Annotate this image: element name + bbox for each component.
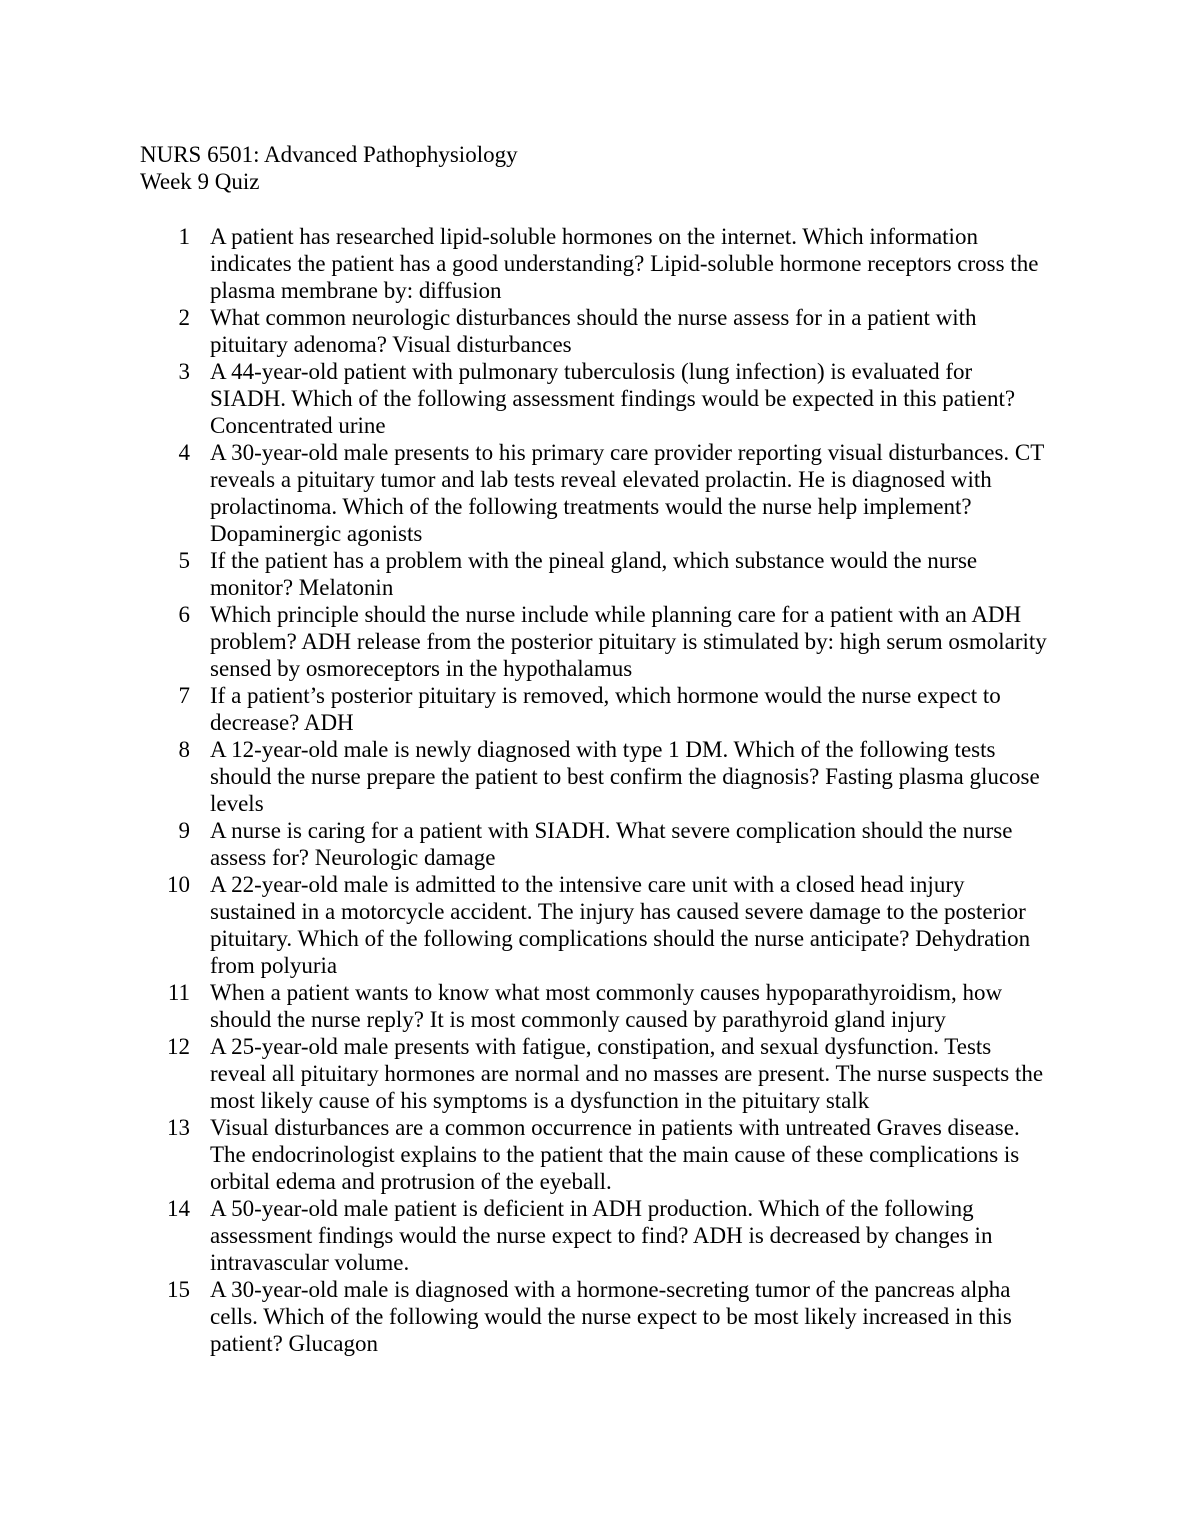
question-item — [140, 1276, 1050, 1357]
question-number: 1 — [178, 224, 190, 249]
question-text: Which principle should the nurse include while planning care for a patient with an ADH problem? ADH release from the posterior pituitary is stimulated by: high serum osmolarity sensed by osmoreceptors in the hypothalamus — [210, 602, 1047, 681]
question-number: 10 — [167, 872, 190, 897]
question-number: 12 — [167, 1034, 190, 1059]
document-page — [140, 141, 1050, 1357]
question-item — [140, 979, 1050, 1033]
question-item — [140, 547, 1050, 601]
question-item — [140, 1033, 1050, 1114]
question-number: 7 — [178, 683, 190, 708]
question-item — [140, 358, 1050, 439]
course-title: NURS 6501: Advanced Pathophysiology — [140, 142, 518, 167]
question-text: A patient has researched lipid-soluble hormones on the internet. Which information indicates the patient has a good understanding? Lipid-soluble hormone receptors cross the plasma membrane by: diffusion — [210, 224, 1039, 303]
question-number: 9 — [178, 818, 190, 843]
question-item — [140, 736, 1050, 817]
question-item — [140, 223, 1050, 304]
question-text: A 22-year-old male is admitted to the intensive care unit with a closed head injury sustained in a motorcycle accident. The injury has caused severe damage to the posterior pituitary. Which of the following complications should the nurse anticipate? Dehydration from polyuria — [210, 872, 1031, 978]
question-number: 5 — [178, 548, 190, 573]
question-text: A 44-year-old patient with pulmonary tuberculosis (lung infection) is evaluated for SIADH. Which of the following assessment findings would be expected in this patient? Concentrated urine — [210, 359, 1016, 438]
question-number: 11 — [167, 980, 190, 1005]
question-number: 8 — [178, 737, 190, 762]
question-number: 4 — [178, 440, 190, 465]
question-item — [140, 1195, 1050, 1276]
question-item — [140, 601, 1050, 682]
question-item — [140, 817, 1050, 871]
question-item — [140, 682, 1050, 736]
question-number: 3 — [178, 359, 190, 384]
question-text: A 30-year-old male presents to his primary care provider reporting visual disturbances. CT reveals a pituitary tumor and lab tests reveal elevated prolactin. He is diagnosed with prolactinoma. Which of the following treatments would the nurse help implement? Dopaminergic agonists — [210, 440, 1044, 546]
question-number: 15 — [167, 1277, 190, 1302]
question-item — [140, 1114, 1050, 1195]
question-text: If the patient has a problem with the pineal gland, which substance would the nurse monitor? Melatonin — [210, 548, 978, 600]
question-number: 13 — [167, 1115, 190, 1140]
document-header — [140, 141, 1050, 195]
question-text: What common neurologic disturbances should the nurse assess for in a patient with pituitary adenoma? Visual disturbances — [210, 305, 977, 357]
question-list — [140, 223, 1050, 1357]
question-item — [140, 871, 1050, 979]
question-number: 14 — [167, 1196, 190, 1221]
question-item — [140, 439, 1050, 547]
question-text: A nurse is caring for a patient with SIADH. What severe complication should the nurse assess for? Neurologic damage — [210, 818, 1013, 870]
question-text: A 30-year-old male is diagnosed with a hormone-secreting tumor of the pancreas alpha cells. Which of the following would the nurse expect to be most likely increased in this patient? Glucagon — [210, 1277, 1012, 1356]
question-text: When a patient wants to know what most commonly causes hypoparathyroidism, how should the nurse reply? It is most commonly caused by parathyroid gland injury — [210, 980, 1003, 1032]
question-text: A 12-year-old male is newly diagnosed with type 1 DM. Which of the following tests should the nurse prepare the patient to best confirm the diagnosis? Fasting plasma glucose levels — [210, 737, 1040, 816]
question-number: 6 — [178, 602, 190, 627]
question-text: Visual disturbances are a common occurrence in patients with untreated Graves disease. The endocrinologist explains to the patient that the main cause of these complications is orbital edema and protrusion of the eyeball. — [210, 1115, 1020, 1194]
quiz-title: Week 9 Quiz — [140, 169, 260, 194]
question-text: A 50-year-old male patient is deficient in ADH production. Which of the following assessment findings would the nurse expect to find? ADH is decreased by changes in intravascular volume. — [210, 1196, 993, 1275]
question-text: A 25-year-old male presents with fatigue, constipation, and sexual dysfunction. Tests reveal all pituitary hormones are normal and no masses are present. The nurse suspects the most likely cause of his symptoms is a dysfunction in the pituitary stalk — [210, 1034, 1044, 1113]
question-item — [140, 304, 1050, 358]
question-number: 2 — [178, 305, 190, 330]
question-text: If a patient’s posterior pituitary is removed, which hormone would the nurse expect to decrease? ADH — [210, 683, 1001, 735]
